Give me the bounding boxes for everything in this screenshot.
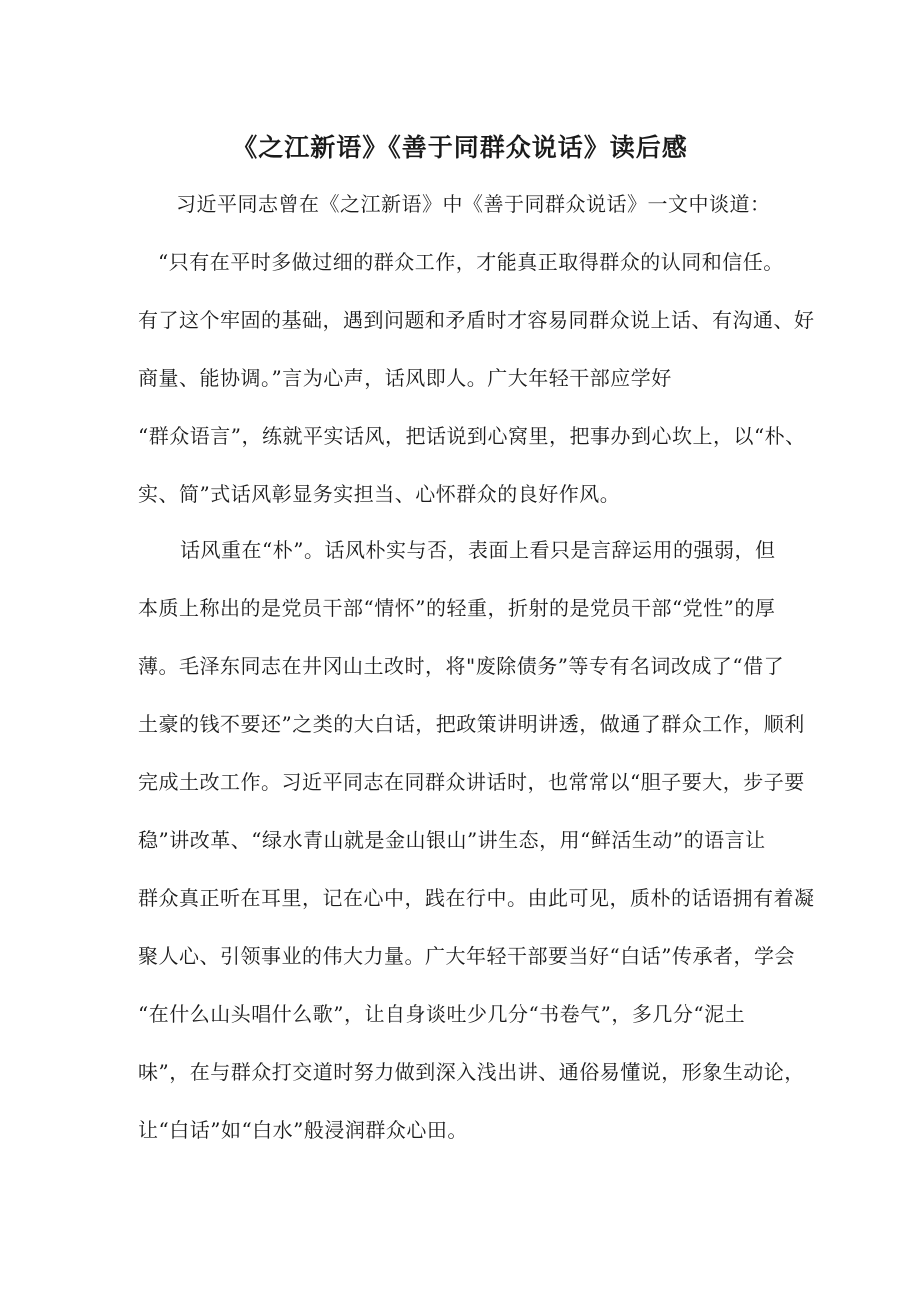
paragraph-line: 让“白话”如“白水”般浸润群众心田。 bbox=[138, 1118, 468, 1142]
paragraph-line: 商量、能协调。”言为心声，话风即人。广大年轻干部应学好 bbox=[138, 366, 672, 390]
paragraph-line: 土豪的钱不要还”之类的大白话，把政策讲明讲透，做通了群众工作，顺利 bbox=[138, 712, 805, 736]
document-title: 《之江新语》《善于同群众说话》读后感 bbox=[232, 133, 688, 162]
paragraph-line: “只有在平时多做过细的群众工作，才能真正取得群众的认同和信任。 bbox=[158, 250, 784, 274]
paragraph-line: 习近平同志曾在《之江新语》中《善于同群众说话》一文中谈道： bbox=[176, 192, 771, 216]
paragraph-line: 完成土改工作。习近平同志在同群众讲话时，也常常以“胆子要大，步子要 bbox=[138, 770, 805, 794]
paragraph-line: 稳”讲改革、“绿水青山就是金山银山”讲生态，用“鲜活生动”的语言让 bbox=[138, 828, 766, 852]
paragraph-line: 实、简”式话风彰显务实担当、心怀群众的良好作风。 bbox=[138, 482, 621, 506]
paragraph-line: 味”，在与群众打交道时努力做到深入浅出讲、通俗易懂说，形象生动论， bbox=[138, 1060, 805, 1084]
paragraph-line: 聚人心、引领事业的伟大力量。广大年轻干部要当好“白话”传承者，学会 bbox=[138, 944, 795, 968]
paragraph-line: 本质上称出的是党员干部“情怀”的轻重，折射的是党员干部“党性”的厚 bbox=[138, 596, 776, 620]
paragraph-line: “群众语言”，练就平实话风，把话说到心窝里，把事办到心坎上，以“朴、 bbox=[138, 424, 806, 448]
paragraph-line: 话风重在“朴”。话风朴实与否，表面上看只是言辞运用的强弱，但 bbox=[180, 538, 776, 562]
paragraph-line: 薄。毛泽东同志在井冈山土改时，将"废除债务”等专有名词改成了“借了 bbox=[138, 654, 785, 678]
paragraph-line: “在什么山头唱什么歌”，让自身谈吐少几分“书卷气”，多几分“泥土 bbox=[138, 1002, 746, 1026]
paragraph-line: 有了这个牢固的基础，遇到问题和矛盾时才容易同群众说上话、有沟通、好 bbox=[138, 308, 815, 332]
paragraph-line: 群众真正听在耳里，记在心中，践在行中。由此可见，质朴的话语拥有着凝 bbox=[138, 886, 815, 910]
